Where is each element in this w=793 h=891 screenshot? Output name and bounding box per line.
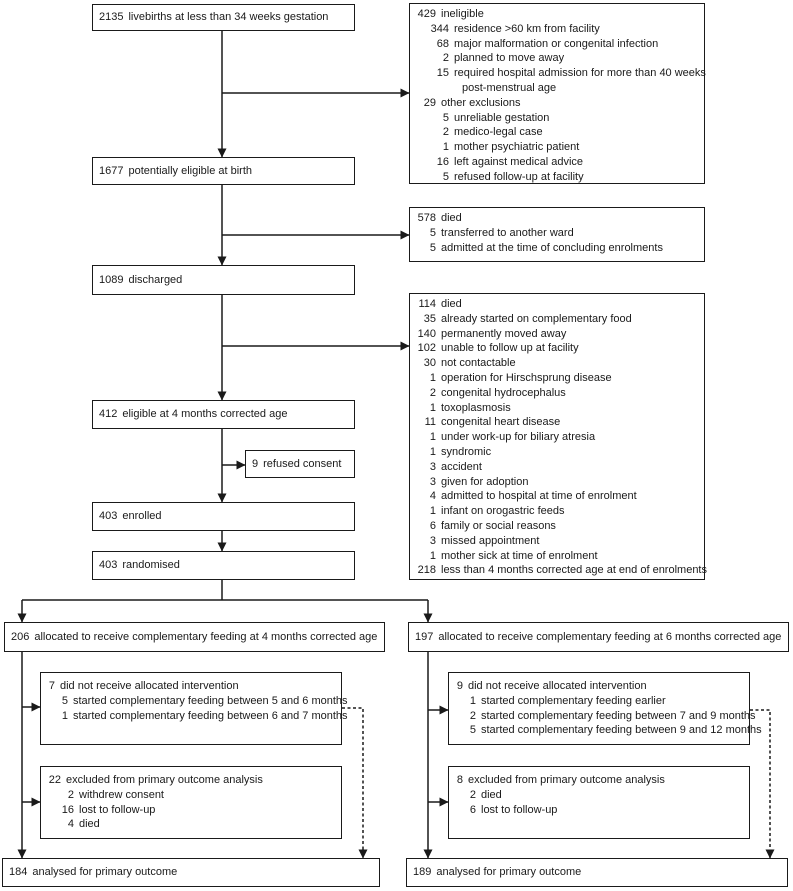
box-ineligible <box>409 3 705 184</box>
line-label: medico-legal case <box>454 126 543 139</box>
flow-line <box>41 817 341 832</box>
flow-line <box>410 460 704 475</box>
line-label: refused consent <box>263 457 342 470</box>
flow-line <box>410 534 704 549</box>
flow-line <box>93 164 252 179</box>
count-value: 184 <box>9 866 28 879</box>
flow-line <box>410 226 704 241</box>
count-value: 5 <box>429 226 436 239</box>
line-label: left against medical advice <box>454 155 584 168</box>
line-label: started complementary feeding between 5 and 6 months <box>73 694 348 707</box>
line-label: started complementary feeding between 6 and 7 months <box>73 709 348 722</box>
flow-line <box>449 773 749 788</box>
flow-line <box>41 679 341 694</box>
flow-line <box>41 788 341 803</box>
count-value: 1 <box>429 445 436 458</box>
flow-line <box>407 865 581 880</box>
flow-line <box>410 519 704 534</box>
count-value: 2 <box>469 709 476 722</box>
box-excluded-6-months <box>448 766 750 839</box>
count-value: 6 <box>469 803 476 816</box>
line-label: withdrew consent <box>79 788 164 801</box>
box-analysed-4-months <box>2 858 380 887</box>
flow-line <box>41 803 341 818</box>
flow-line <box>41 694 348 709</box>
count-value: 6 <box>429 519 436 532</box>
flow-line <box>410 312 704 327</box>
flow-line <box>449 694 749 709</box>
flow-line <box>246 457 341 472</box>
count-value: 2 <box>442 126 449 139</box>
line-label: refused follow-up at facility <box>454 170 584 183</box>
count-value: 1 <box>429 401 436 414</box>
flow-line <box>410 111 704 126</box>
flow-line <box>410 7 704 22</box>
box-allocated-6-months <box>408 622 789 652</box>
flow-line <box>410 241 704 256</box>
count-value: 5 <box>469 724 476 737</box>
line-label: given for adoption <box>441 475 529 488</box>
line-label: congenital heart disease <box>441 416 561 429</box>
count-value: 3 <box>429 534 436 547</box>
flow-line <box>41 709 348 724</box>
line-label: died <box>441 212 462 224</box>
line-label: already started on complementary food <box>441 312 632 325</box>
flow-line <box>410 475 704 490</box>
line-label: under work-up for biliary atresia <box>441 431 596 444</box>
flow-line <box>93 509 162 524</box>
count-value: 22 <box>48 774 61 786</box>
flow-line <box>410 415 704 430</box>
flow-line <box>410 155 704 170</box>
flow-line <box>410 37 704 52</box>
count-value: 1 <box>429 549 436 562</box>
count-value: 4 <box>67 818 74 831</box>
flow-line <box>410 341 704 356</box>
count-value: 5 <box>442 111 449 124</box>
line-label: died <box>481 788 502 801</box>
line-label: missed appointment <box>441 534 540 547</box>
count-value: 68 <box>436 37 449 50</box>
count-value: 1677 <box>99 164 124 177</box>
box-died-before-discharge <box>409 207 705 262</box>
line-label: died <box>79 818 100 831</box>
flow-line <box>449 803 749 818</box>
count-value: 35 <box>423 312 436 325</box>
line-label: livebirths at less than 34 weeks gestation <box>128 11 329 24</box>
flow-line <box>93 558 180 573</box>
box-refused-consent <box>245 450 355 478</box>
count-value: 1089 <box>99 273 124 286</box>
flow-line <box>410 430 704 445</box>
count-value: 1 <box>442 141 449 154</box>
count-value: 29 <box>423 96 436 109</box>
line-label: randomised <box>122 559 180 572</box>
line-label: mother psychiatric patient <box>454 141 580 154</box>
line-label: lost to follow-up <box>481 803 558 816</box>
line-label: allocated to receive complementary feeding at 6 months corrected age <box>438 630 782 643</box>
flow-line <box>410 549 704 564</box>
count-value: 5 <box>442 170 449 183</box>
line-label: mother sick at time of enrolment <box>441 549 598 562</box>
count-value: 15 <box>436 67 449 80</box>
line-label: admitted to hospital at time of enrolment <box>441 490 637 503</box>
flow-line <box>5 630 377 645</box>
count-value: 403 <box>99 559 118 572</box>
line-label: potentially eligible at birth <box>128 164 253 177</box>
count-value: 2 <box>429 386 436 399</box>
count-value: 2 <box>469 788 476 801</box>
box-enrolled <box>92 502 355 531</box>
line-label: infant on orogastric feeds <box>441 505 565 518</box>
count-value: 2135 <box>99 11 124 24</box>
count-value: 218 <box>417 564 436 577</box>
flow-line <box>410 66 704 81</box>
flow-line <box>93 10 328 25</box>
flow-line <box>410 445 704 460</box>
count-value: 1 <box>61 709 68 722</box>
flow-line <box>449 709 756 724</box>
flow-line <box>410 96 704 111</box>
line-label: enrolled <box>122 510 162 523</box>
flow-line <box>410 356 704 371</box>
line-label: accident <box>441 460 482 473</box>
flow-line <box>410 297 704 312</box>
line-label: unable to follow up at facility <box>441 342 579 355</box>
flow-line <box>410 170 704 185</box>
line-label: permanently moved away <box>441 327 567 340</box>
count-value: 8 <box>456 774 463 786</box>
line-label: unreliable gestation <box>454 111 550 124</box>
box-livebirths <box>92 4 355 31</box>
line-label: excluded from primary outcome analysis <box>66 774 263 786</box>
line-label: allocated to receive complementary feeding at 4 months corrected age <box>34 630 378 643</box>
flow-line <box>449 723 762 738</box>
flow-line <box>410 401 704 416</box>
count-value: 1 <box>429 505 436 518</box>
count-value: 16 <box>61 803 74 816</box>
count-value: 9 <box>252 457 259 470</box>
flow-line <box>410 489 704 504</box>
line-label: admitted at the time of concluding enrolments <box>441 241 663 254</box>
box-discharged <box>92 265 355 295</box>
line-label: discharged <box>128 273 183 286</box>
flow-line <box>410 125 704 140</box>
flow-line <box>93 273 182 288</box>
flow-line <box>3 865 177 880</box>
count-value: 344 <box>430 22 449 35</box>
box-excluded-4-months <box>40 766 342 839</box>
count-value: 11 <box>424 416 436 429</box>
box-lost-before-4-months <box>409 293 705 580</box>
flow-line <box>410 81 704 96</box>
box-did-not-receive-6-months <box>448 672 762 745</box>
count-value: 197 <box>415 630 434 643</box>
count-value: 2 <box>442 52 449 65</box>
flow-line <box>449 788 749 803</box>
line-label: family or social reasons <box>441 519 556 532</box>
line-label: excluded from primary outcome analysis <box>468 774 665 786</box>
box-did-not-receive-4-months <box>40 672 348 745</box>
line-label: not contactable <box>441 357 516 370</box>
count-value: 2 <box>67 788 74 801</box>
count-value: 114 <box>418 298 436 310</box>
line-label: started complementary feeding earlier <box>481 694 666 707</box>
box-eligible-4-months <box>92 400 355 429</box>
line-label: started complementary feeding between 9 and 12 months <box>481 724 762 737</box>
line-label: died <box>441 298 462 310</box>
line-label: operation for Hirschsprung disease <box>441 371 612 384</box>
count-value: 30 <box>423 357 436 370</box>
box-analysed-6-months <box>406 858 788 887</box>
box-allocated-4-months <box>4 622 385 652</box>
count-value: 3 <box>429 475 436 488</box>
flow-line <box>93 407 287 422</box>
count-value: 1 <box>429 371 436 384</box>
count-value: 3 <box>429 460 436 473</box>
line-label: required hospital admission for more than 40 weeks <box>454 67 706 80</box>
flow-line <box>410 386 704 401</box>
line-label: eligible at 4 months corrected age <box>122 408 288 421</box>
line-label: post-menstrual age <box>462 81 557 94</box>
line-label: less than 4 months corrected age at end of enrolments <box>441 564 707 577</box>
flow-line <box>410 22 704 37</box>
line-label: did not receive allocated intervention <box>468 680 647 692</box>
box-randomised <box>92 551 355 580</box>
line-label: planned to move away <box>454 52 565 65</box>
line-label: did not receive allocated intervention <box>60 680 239 692</box>
line-label: analysed for primary outcome <box>32 866 178 879</box>
flow-line <box>410 51 704 66</box>
flow-line <box>410 211 704 226</box>
count-value: 1 <box>429 431 436 444</box>
line-label: started complementary feeding between 7 and 9 months <box>481 709 756 722</box>
dashed-arrow-did-not-receive4-to-analysed4 <box>342 708 363 858</box>
count-value: 140 <box>417 327 436 340</box>
flow-line <box>410 371 704 386</box>
line-label: analysed for primary outcome <box>436 866 582 879</box>
line-label: congenital hydrocephalus <box>441 386 566 399</box>
line-label: major malformation or congenital infection <box>454 37 659 50</box>
count-value: 5 <box>429 241 436 254</box>
count-value: 1 <box>469 694 476 707</box>
line-label: transferred to another ward <box>441 226 574 239</box>
count-value: 578 <box>417 212 436 224</box>
flow-line <box>410 327 704 342</box>
count-value: 189 <box>413 866 432 879</box>
flow-line <box>410 504 704 519</box>
count-value: 4 <box>429 490 436 503</box>
count-value: 206 <box>11 630 30 643</box>
flow-line <box>41 773 341 788</box>
line-label: other exclusions <box>441 96 521 109</box>
count-value: 9 <box>456 680 463 692</box>
box-potentially-eligible <box>92 157 355 185</box>
flow-line <box>410 563 707 578</box>
count-value: 412 <box>99 408 118 421</box>
flow-line <box>449 679 749 694</box>
count-value: 5 <box>61 694 68 707</box>
line-label: toxoplasmosis <box>441 401 511 414</box>
line-label: ineligible <box>441 8 484 20</box>
count-value: 7 <box>48 680 55 692</box>
flow-line <box>410 140 704 155</box>
count-value: 429 <box>417 8 436 20</box>
flow-line <box>409 630 781 645</box>
count-value: 403 <box>99 510 118 523</box>
line-label: residence >60 km from facility <box>454 22 600 35</box>
count-value: 102 <box>417 342 436 355</box>
line-label: syndromic <box>441 445 492 458</box>
line-label: lost to follow-up <box>79 803 156 816</box>
count-value: 16 <box>436 155 449 168</box>
